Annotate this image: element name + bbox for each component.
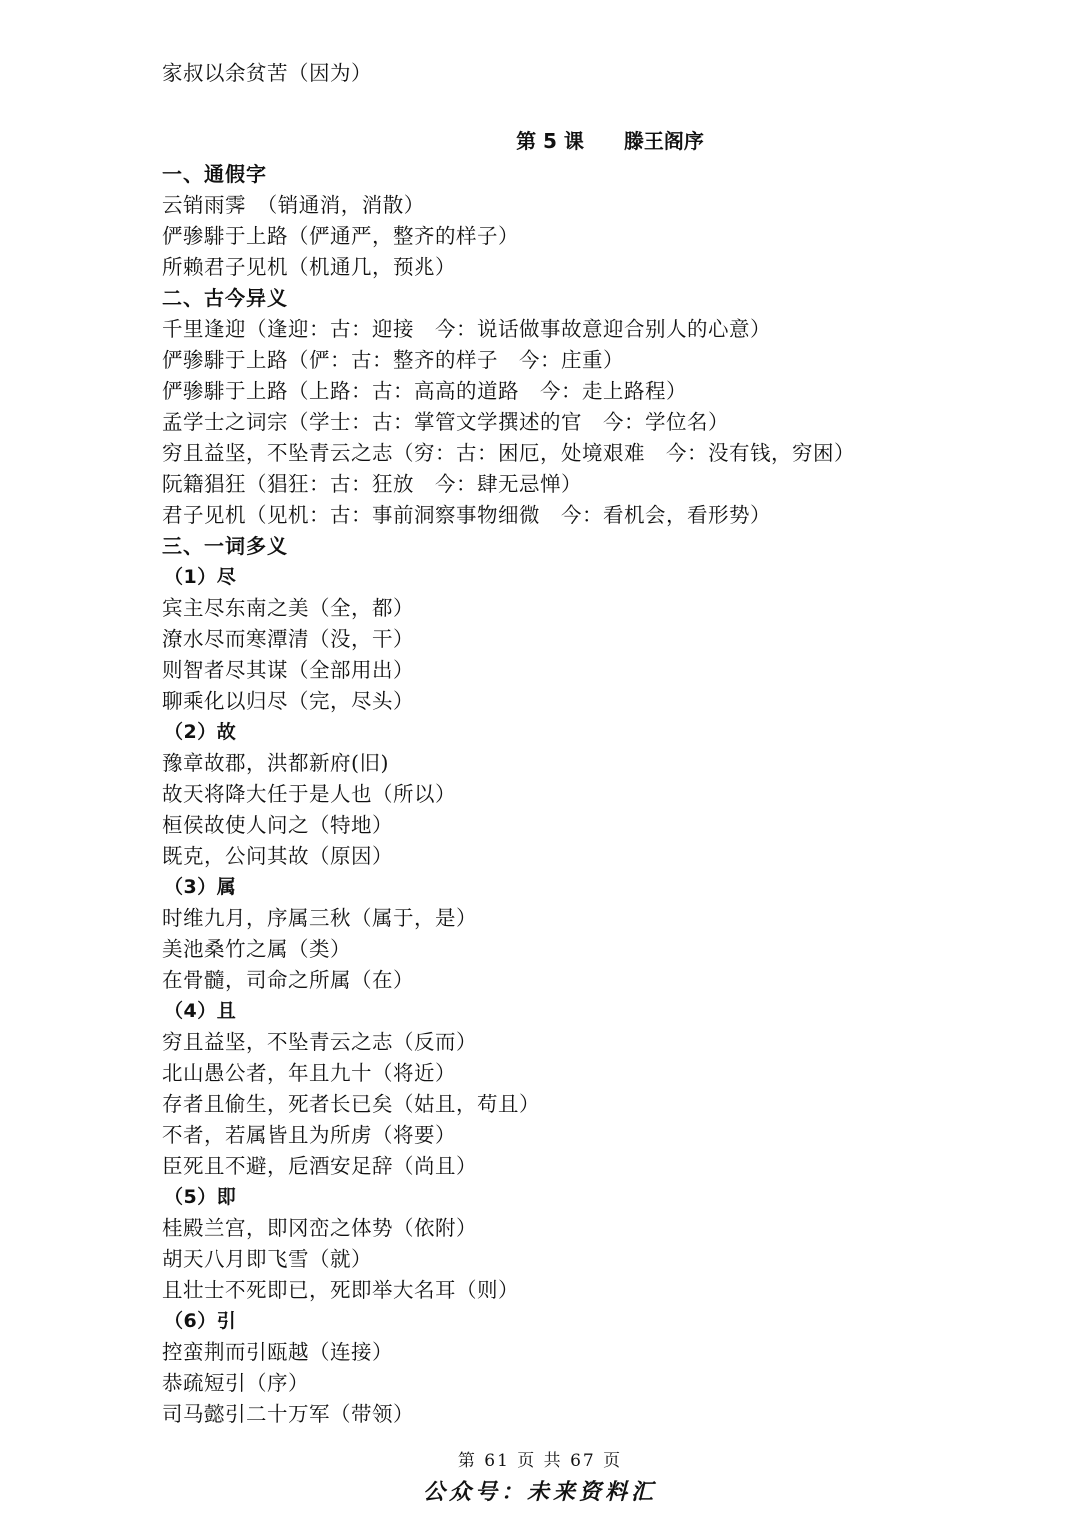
content-line: 俨骖騑于上路（俨通严，整齐的样子）	[162, 224, 519, 248]
lesson-name: 滕王阁序	[623, 129, 704, 153]
content-line: 豫章故郡，洪都新府(旧)	[162, 751, 389, 775]
content-line: 穷且益坚，不坠青云之志（穷：古：困厄，处境艰难 今：没有钱，穷困）	[162, 441, 855, 465]
content-line: 桓侯故使人问之（特地）	[162, 813, 393, 837]
content-line: 美池桑竹之属（类）	[162, 937, 351, 961]
content-line: 既克，公问其故（原因）	[162, 844, 393, 868]
subsection-heading: （2）故	[164, 721, 237, 743]
content-line: 时维九月，序属三秋（属于，是）	[162, 906, 477, 930]
content-line: 胡天八月即飞雪（就）	[162, 1247, 372, 1271]
content-line: 所赖君子见机（机通几，预兆）	[162, 255, 456, 279]
content-line: 控蛮荆而引瓯越（连接）	[162, 1340, 393, 1364]
section-heading: 二、古今异义	[162, 286, 288, 310]
content-line: 俨骖騑于上路（俨：古：整齐的样子 今：庄重）	[162, 348, 624, 372]
section-heading: 一、通假字	[162, 162, 267, 186]
watermark-text: 公众号：未来资料汇	[422, 1479, 657, 1505]
content-line: 千里逢迎（逢迎：古：迎接 今：说话做事故意迎合别人的心意）	[162, 317, 771, 341]
content-line: 桂殿兰宫，即冈峦之体势（依附）	[162, 1216, 477, 1240]
page-number: 第 61 页 共 67 页	[457, 1451, 623, 1471]
content-line: 孟学士之词宗（学士：古：掌管文学撰述的官 今：学位名）	[162, 410, 729, 434]
content-line: 北山愚公者，年且九十（将近）	[162, 1061, 456, 1085]
document-page	[162, 58, 922, 1430]
content-line: 俨骖騑于上路（上路：古：高高的道路 今：走上路程）	[162, 379, 687, 403]
content-line: 宾主尽东南之美（全，都）	[162, 596, 414, 620]
content-line: 司马懿引二十万军（带领）	[162, 1402, 414, 1426]
content-line: 且壮士不死即已，死即举大名耳（则）	[162, 1278, 519, 1302]
subsection-heading: （4）且	[164, 1000, 237, 1022]
subsection-heading: （3）属	[164, 876, 237, 898]
subsection-heading: （5）即	[164, 1186, 237, 1208]
content-line: 存者且偷生，死者长已矣（姑且，苟且）	[162, 1092, 540, 1116]
subsection-heading: （6）引	[164, 1310, 237, 1332]
content-line: 在骨髓，司命之所属（在）	[162, 968, 414, 992]
content-line: 云销雨霁 （销通消，消散）	[162, 193, 425, 217]
section-heading: 三、一词多义	[162, 534, 288, 558]
content-line: 不者，若属皆且为所虏（将要）	[162, 1123, 456, 1147]
content-line: 故天将降大任于是人也（所以）	[162, 782, 456, 806]
lesson-number: 第 5 课	[516, 129, 584, 153]
content-line: 则智者尽其谋（全部用出）	[162, 658, 414, 682]
content-line: 恭疏短引（序）	[162, 1371, 309, 1395]
subsection-heading: （1）尽	[164, 566, 237, 588]
content-line: 穷且益坚，不坠青云之志（反而）	[162, 1030, 477, 1054]
content-line: 阮籍猖狂（猖狂：古：狂放 今：肆无忌惮）	[162, 472, 582, 496]
content-line: 聊乘化以归尽（完，尽头）	[162, 689, 414, 713]
content-line: 潦水尽而寒潭清（没，干）	[162, 627, 414, 651]
content-line: 君子见机（见机：古：事前洞察事物细微 今：看机会，看形势）	[162, 503, 771, 527]
lesson-title	[162, 123, 922, 159]
content-line: 臣死且不避，卮酒安足辞（尚且）	[162, 1154, 477, 1178]
intro-line: 家叔以余贫苦（因为）	[162, 61, 372, 85]
lesson-content	[162, 159, 922, 1430]
